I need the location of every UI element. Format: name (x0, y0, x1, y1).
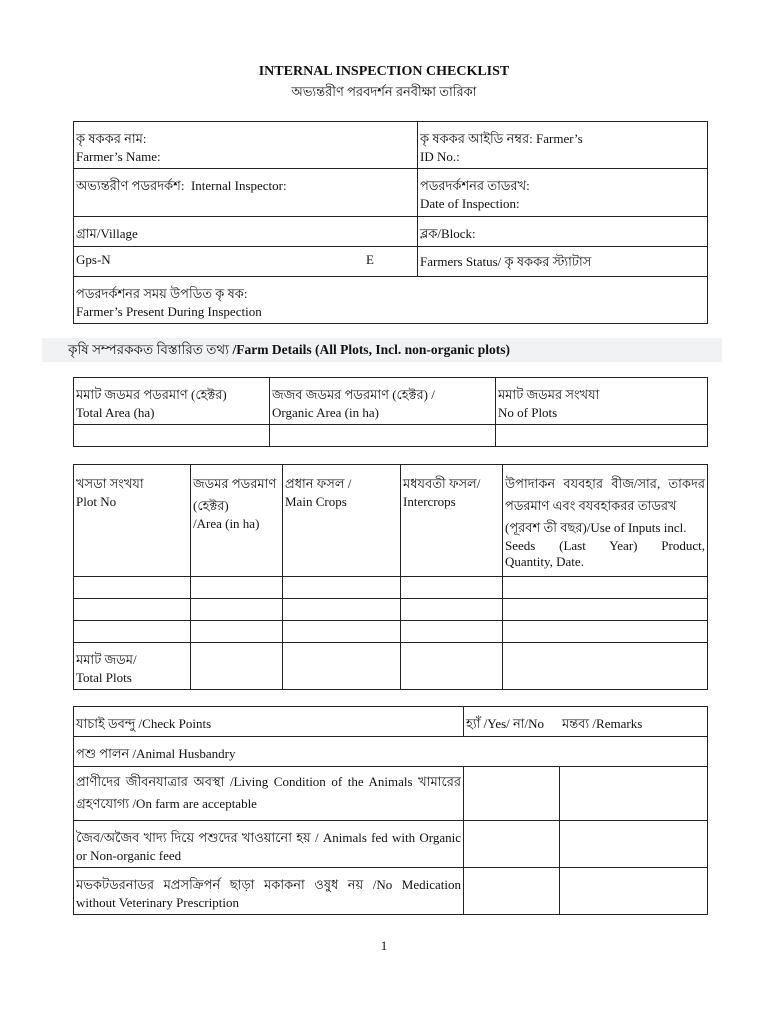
animal-husbandry-section (74, 737, 708, 767)
plot-cell[interactable] (283, 643, 401, 690)
farmer-id-label: ID No.: (420, 149, 460, 164)
total-area-header-label: Total Area (ha) (76, 405, 155, 420)
table-row (74, 621, 708, 643)
inspection-date-label: Date of Inspection: (420, 196, 520, 211)
table-row (74, 577, 708, 599)
plot-cell[interactable] (503, 643, 708, 690)
check-point-cell (74, 868, 464, 915)
checklist-row (74, 868, 708, 915)
farmer-name-label-bn: কৃ ষককর নাম: (76, 131, 147, 146)
inputs-header-bn-line2: পডরমাণ এবং বযবহাকরর তাডরখ (505, 498, 677, 513)
remarks-cell[interactable] (560, 767, 708, 821)
gps-cell[interactable] (74, 247, 418, 277)
plot-cell[interactable] (401, 577, 503, 599)
inspection-date-cell[interactable] (418, 169, 708, 217)
plot-cell[interactable] (191, 643, 283, 690)
plot-cell[interactable] (283, 621, 401, 643)
gps-east-label: E (366, 252, 374, 267)
no-of-plots-header-label: No of Plots (498, 405, 558, 420)
total-plots-label-bn: মমাট জডম/ (76, 652, 137, 667)
main-crops-header-bn: প্রধান ফসল / (285, 476, 352, 491)
organic-area-input-cell[interactable] (270, 425, 496, 447)
no-of-plots-header-bn: মমাট জডমর সংখযা (498, 387, 600, 402)
farmer-present-cell[interactable] (74, 277, 708, 324)
page-number: 1 (380, 938, 388, 953)
farmer-id-label-bn: কৃ ষককর আইডি নম্বর: (420, 131, 533, 146)
check-point-line1: জৈব/অজৈব খাদ্য দিয়ে পশুদের খাওয়ানো হয় / Animals fed with Organic (76, 830, 461, 845)
plot-cell[interactable] (74, 599, 191, 621)
farmer-status-cell[interactable] (418, 247, 708, 277)
plot-cell[interactable] (503, 577, 708, 599)
organic-area-header-bn: জজব জডমর পডরমাণ (হেক্টর) / (272, 387, 435, 402)
inspector-label: Internal Inspector: (190, 178, 287, 193)
inputs-header-line4: Seeds (Last Year) Product, (505, 538, 705, 553)
plot-cell[interactable] (401, 643, 503, 690)
village-label: গ্রাম/Village (76, 226, 138, 241)
yes-no-header-label: হ্যাঁ /Yes/ না/No (466, 716, 545, 731)
intercrops-header-bn: মধযবতী ফসল/ (403, 476, 481, 491)
internal-inspector-cell[interactable] (74, 169, 418, 217)
plot-area-header (191, 465, 283, 577)
yes-no-cell[interactable] (464, 821, 560, 868)
farmer-id-label-part1: Farmer’s (536, 131, 583, 146)
farm-details-section-heading (42, 338, 722, 362)
area-table (73, 377, 708, 447)
table-row (74, 599, 708, 621)
organic-area-header-label: Organic Area (in ha) (272, 405, 379, 420)
plot-cell[interactable] (283, 577, 401, 599)
check-points-header (74, 707, 464, 737)
inputs-header (503, 465, 708, 577)
inspector-label-bn: অভ্যন্তরীণ পডরদর্কশ: (76, 178, 185, 193)
remarks-header-label: মন্তব্য /Remarks (562, 716, 643, 731)
plot-cell[interactable] (74, 577, 191, 599)
intercrops-header (401, 465, 503, 577)
plot-cell[interactable] (191, 599, 283, 621)
check-points-header-label: যাচাই ডবন্দু /Check Points (76, 716, 212, 731)
check-point-line1: প্রাণীদের জীবনযাত্রার অবস্থা /Living Condition of the Animals খামারের (76, 774, 461, 789)
block-label: ব্লক/Block: (420, 226, 476, 241)
inspection-date-label-bn: পডরদর্কশনর তাডরখ: (420, 178, 530, 193)
inputs-header-bn-line3: (পূরবশ তী বছর)/Use of Inputs incl. (505, 520, 687, 535)
no-of-plots-header (496, 378, 708, 425)
check-point-cell (74, 767, 464, 821)
yes-no-remarks-header (464, 707, 708, 737)
village-cell[interactable] (74, 217, 418, 247)
farmer-present-label: Farmer’s Present During Inspection (76, 304, 262, 319)
block-cell[interactable] (418, 217, 708, 247)
no-of-plots-input-cell[interactable] (496, 425, 708, 447)
plot-no-header (74, 465, 191, 577)
inputs-header-line5: Quantity, Date. (505, 554, 584, 569)
plot-cell[interactable] (503, 621, 708, 643)
farmer-name-cell[interactable] (74, 122, 418, 169)
farmer-id-cell[interactable] (418, 122, 708, 169)
intercrops-header-label: Intercrops (403, 494, 456, 509)
farm-details-heading-bn: কৃষি সম্পরককত বিস্তারিত তথ্য (68, 342, 230, 357)
main-crops-header-label: Main Crops (285, 494, 347, 509)
remarks-cell[interactable] (560, 868, 708, 915)
check-point-line2: গ্রহণযোগ্য /On farm are acceptable (76, 796, 257, 811)
organic-area-header (270, 378, 496, 425)
inputs-header-bn-line1: উপাদাকন বযবহার বীজ/সার, তাকদর (505, 476, 705, 491)
total-plots-row (74, 643, 708, 690)
plot-cell[interactable] (503, 599, 708, 621)
check-point-line2: without Veterinary Prescription (76, 895, 239, 910)
plot-no-header-label: Plot No (76, 494, 117, 509)
plot-no-header-bn: খসডা সংখযা (76, 476, 144, 491)
checklist-row (74, 767, 708, 821)
remarks-cell[interactable] (560, 821, 708, 868)
plot-table (73, 464, 708, 690)
plot-cell[interactable] (191, 621, 283, 643)
main-crops-header (283, 465, 401, 577)
total-area-header (74, 378, 270, 425)
farmer-status-label: Farmers Status/ কৃ ষককর স্ট্যাটাস (420, 254, 592, 269)
check-point-line2: or Non-organic feed (76, 848, 182, 863)
checklist-table (73, 706, 708, 915)
farmer-name-label: Farmer’s Name: (76, 149, 161, 164)
plot-area-header-unit-bn: (হেক্টর) (193, 498, 229, 513)
total-plots-label: Total Plots (76, 670, 132, 685)
total-area-header-bn: মমাট জডমর পডরমাণ (হেক্টর) (76, 387, 227, 402)
document-subtitle-bengali: অভ্যন্তরীণ পরবদর্শন রনবীক্ষা তারিকা (291, 84, 477, 99)
check-point-cell (74, 821, 464, 868)
gps-north-label: Gps-N (76, 252, 111, 267)
animal-husbandry-label: পশু পালন /Animal Husbandry (76, 746, 236, 761)
plot-cell[interactable] (191, 577, 283, 599)
checklist-row (74, 821, 708, 868)
check-point-line1: মভকটডরনাডর মপ্রসক্রিপর্ন ছাড়া মকাকনা ওষুধ নয় /No Medication (76, 877, 461, 892)
plot-cell[interactable] (401, 621, 503, 643)
plot-cell[interactable] (283, 599, 401, 621)
total-plots-cell (74, 643, 191, 690)
farm-details-heading: /Farm Details (All Plots, Incl. non-organic plots) (232, 342, 510, 357)
document-title: INTERNAL INSPECTION CHECKLIST (258, 64, 510, 79)
plot-area-header-label: /Area (in ha) (193, 516, 260, 531)
plot-cell[interactable] (401, 599, 503, 621)
yes-no-cell[interactable] (464, 868, 560, 915)
farmer-info-table (73, 121, 708, 324)
yes-no-cell[interactable] (464, 767, 560, 821)
farmer-present-label-bn: পডরদর্কশনর সময় উপডিত কৃ ষক: (76, 286, 248, 301)
plot-cell[interactable] (74, 621, 191, 643)
total-area-input-cell[interactable] (74, 425, 270, 447)
plot-area-header-bn: জডমর পডরমাণ (193, 476, 277, 491)
